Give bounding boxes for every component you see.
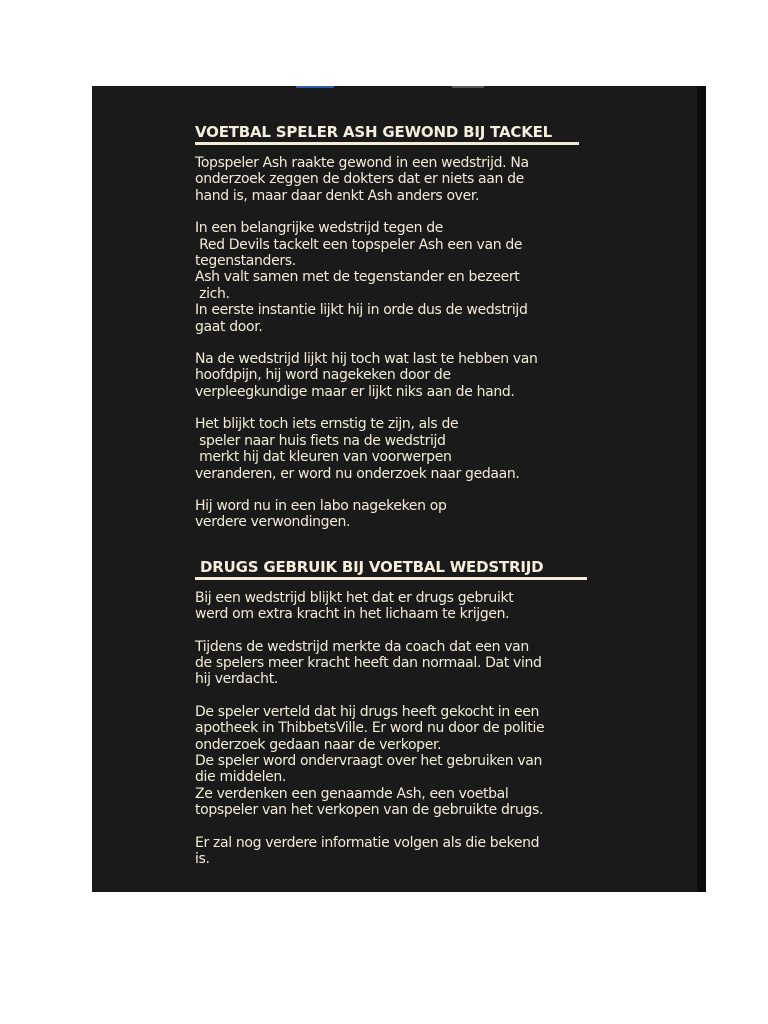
- article-2-paragraph-1: Bij een wedstrijd blijkt het dat er drugs gebruikt werd om extra kracht in het lichaam te krijgen.: [195, 589, 514, 623]
- article-1-paragraph-2: In een belangrijke wedstrijd tegen de Red Devils tackelt een topspeler Ash een van de tegenstanders. Ash valt samen met de tegenstander en bezeert zich. In eerste instantie lijkt hij in orde dus de wedstrijd gaat door.: [195, 220, 528, 335]
- article-2-title: DRUGS GEBRUIK BIJ VOETBAL WEDSTRIJD: [195, 557, 544, 576]
- article-1-paragraph-4: Het blijkt toch iets ernstig te zijn, als de speler naar huis fiets na de wedstrijd merkt hij dat kleuren van voorwerpen veranderen, er word nu onderzoek naar gedaan.: [195, 416, 520, 482]
- article-1-paragraph-5: Hij word nu in een labo nagekeken op verdere verwondingen.: [195, 497, 447, 531]
- article-1-paragraph-3: Na de wedstrijd lijkt hij toch wat last te hebben van hoofdpijn, hij word nagekeken door de verpleegkundige maar er lijkt niks aan de hand.: [195, 351, 538, 400]
- top-accent-line: [296, 86, 334, 88]
- article-2: [195, 557, 595, 868]
- article-2-paragraph-3: De speler verteld dat hij drugs heeft gekocht in een apotheek in ThibbetsVille. Er word nu door de politie onderzoek gedaan naar de verkoper. De speler word ondervraagt over het gebruiken van die middelen. Ze verdenken een genaamde Ash, een voetbal topspeler van het verkopen van de gebruikte drugs.: [195, 703, 545, 819]
- document-content: [195, 122, 595, 867]
- article-2-paragraph-2: Tijdens de wedstrijd merkte da coach dat een van de spelers meer kracht heeft dan normaal. Dat vind hij verdacht.: [195, 638, 542, 688]
- top-accent-line-2: [452, 86, 484, 88]
- article-1-title: VOETBAL SPELER ASH GEWOND BIJ TACKEL: [195, 123, 553, 141]
- article-2-paragraph-4: Er zal nog verdere informatie volgen als die bekend is.: [195, 834, 540, 867]
- sheet-edge: [697, 86, 706, 892]
- article-1: [195, 122, 595, 531]
- article-1-paragraph-1: Topspeler Ash raakte gewond in een wedstrijd. Na onderzoek zeggen de dokters dat er niets aan de hand is, maar daar denkt Ash anders over.: [195, 155, 529, 204]
- document-sheet: [92, 86, 706, 892]
